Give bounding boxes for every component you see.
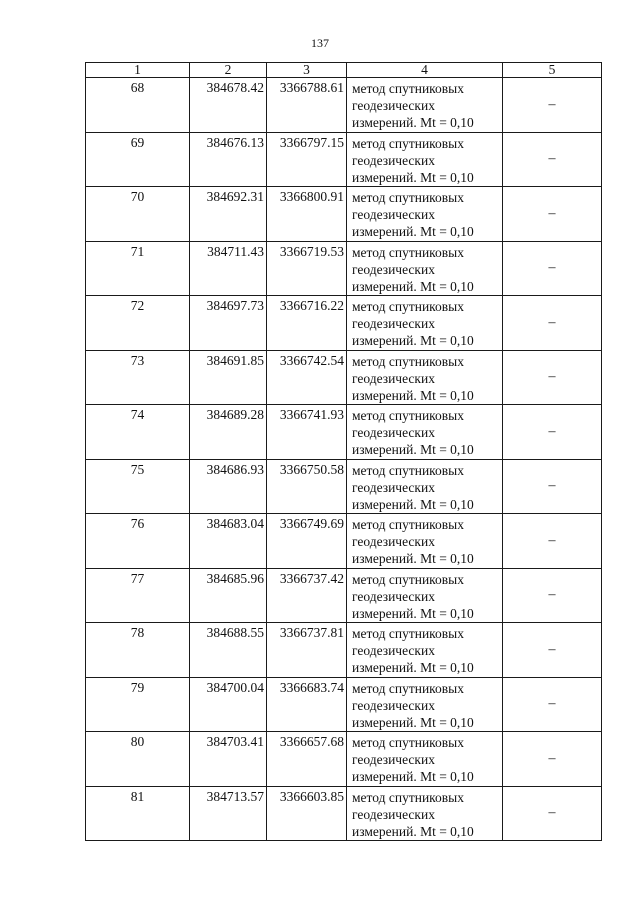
table-row <box>86 786 602 841</box>
method-line: измерений. Mt = 0,10 <box>352 714 474 730</box>
table-row <box>86 568 602 623</box>
x-coordinate-cell: 384686.93 <box>190 459 267 514</box>
table-header <box>86 63 602 78</box>
y-coordinate-cell: 3366657.68 <box>267 732 347 787</box>
x-coordinate-cell: 384689.28 <box>190 405 267 460</box>
method-cell <box>347 677 503 732</box>
method-line: измерений. Mt = 0,10 <box>352 823 474 839</box>
method-line: геодезических <box>352 261 435 277</box>
x-coordinate-cell: 384713.57 <box>190 786 267 841</box>
method-line: геодезических <box>352 588 435 604</box>
point-number-cell: 77 <box>86 568 190 623</box>
point-number-cell: 80 <box>86 732 190 787</box>
method-line: геодезических <box>352 370 435 386</box>
point-number-cell: 78 <box>86 623 190 678</box>
method-line: метод спутниковых <box>352 135 464 151</box>
note-cell: – <box>503 405 602 460</box>
x-coordinate-cell: 384691.85 <box>190 350 267 405</box>
method-line: метод спутниковых <box>352 190 464 205</box>
method-line: измерений. Mt = 0,10 <box>352 496 474 512</box>
method-line: метод спутниковых <box>352 353 464 369</box>
point-number-cell: 81 <box>86 786 190 841</box>
method-line: измерений. Mt = 0,10 <box>352 224 474 239</box>
method-cell <box>347 296 503 351</box>
method-cell <box>347 786 503 841</box>
y-coordinate-cell: 3366716.22 <box>267 296 347 351</box>
point-number-cell: 74 <box>86 405 190 460</box>
method-line: геодезических <box>352 152 435 168</box>
method-cell <box>347 514 503 569</box>
method-line: метод спутниковых <box>352 735 464 750</box>
note-cell: – <box>503 132 602 187</box>
method-cell <box>347 732 503 787</box>
table-row <box>86 732 602 787</box>
method-line: геодезических <box>352 697 435 713</box>
y-coordinate-cell: 3366603.85 <box>267 786 347 841</box>
table-row <box>86 677 602 732</box>
y-coordinate-cell: 3366737.42 <box>267 568 347 623</box>
note-cell: – <box>503 786 602 841</box>
point-number-cell: 69 <box>86 132 190 187</box>
table-row <box>86 623 602 678</box>
y-coordinate-cell: 3366741.93 <box>267 405 347 460</box>
method-line: метод спутниковых <box>352 626 464 641</box>
note-cell: – <box>503 677 602 732</box>
y-coordinate-cell: 3366800.91 <box>267 187 347 242</box>
y-coordinate-cell: 3366750.58 <box>267 459 347 514</box>
method-cell <box>347 241 503 296</box>
point-number-cell: 76 <box>86 514 190 569</box>
method-line: измерений. Mt = 0,10 <box>352 442 474 457</box>
header-col-1: 1 <box>86 63 190 78</box>
x-coordinate-cell: 384688.55 <box>190 623 267 678</box>
x-coordinate-cell: 384676.13 <box>190 132 267 187</box>
method-line: геодезических <box>352 806 435 822</box>
header-col-5: 5 <box>503 63 602 78</box>
y-coordinate-cell: 3366797.15 <box>267 132 347 187</box>
x-coordinate-cell: 384700.04 <box>190 677 267 732</box>
header-col-4: 4 <box>347 63 503 78</box>
header-row <box>86 63 602 78</box>
table-row <box>86 132 602 187</box>
point-number-cell: 68 <box>86 78 190 133</box>
point-number-cell: 72 <box>86 296 190 351</box>
method-line: измерений. Mt = 0,10 <box>352 605 474 621</box>
method-line: измерений. Mt = 0,10 <box>352 551 474 566</box>
note-cell: – <box>503 568 602 623</box>
x-coordinate-cell: 384683.04 <box>190 514 267 569</box>
header-col-2: 2 <box>190 63 267 78</box>
point-number-cell: 75 <box>86 459 190 514</box>
method-line: метод спутниковых <box>352 299 464 314</box>
note-cell: – <box>503 241 602 296</box>
method-cell <box>347 405 503 460</box>
x-coordinate-cell: 384678.42 <box>190 78 267 133</box>
method-line: измерений. Mt = 0,10 <box>352 387 474 403</box>
table-row <box>86 78 602 133</box>
method-line: метод спутниковых <box>352 408 464 423</box>
table-row <box>86 187 602 242</box>
point-number-cell: 70 <box>86 187 190 242</box>
point-number-cell: 73 <box>86 350 190 405</box>
method-line: геодезических <box>352 534 435 549</box>
method-line: измерений. Mt = 0,10 <box>352 333 474 348</box>
note-cell: – <box>503 623 602 678</box>
y-coordinate-cell: 3366742.54 <box>267 350 347 405</box>
method-line: геодезических <box>352 752 435 767</box>
method-line: измерений. Mt = 0,10 <box>352 169 474 185</box>
point-number-cell: 79 <box>86 677 190 732</box>
y-coordinate-cell: 3366719.53 <box>267 241 347 296</box>
note-cell: – <box>503 78 602 133</box>
x-coordinate-cell: 384703.41 <box>190 732 267 787</box>
method-line: метод спутниковых <box>352 517 464 532</box>
table-body <box>86 78 602 841</box>
point-number-cell: 71 <box>86 241 190 296</box>
method-line: метод спутниковых <box>352 81 464 96</box>
x-coordinate-cell: 384692.31 <box>190 187 267 242</box>
table-row <box>86 514 602 569</box>
method-line: геодезических <box>352 643 435 658</box>
table-row <box>86 296 602 351</box>
y-coordinate-cell: 3366683.74 <box>267 677 347 732</box>
note-cell: – <box>503 732 602 787</box>
method-line: геодезических <box>352 479 435 495</box>
y-coordinate-cell: 3366788.61 <box>267 78 347 133</box>
method-line: метод спутниковых <box>352 571 464 587</box>
y-coordinate-cell: 3366737.81 <box>267 623 347 678</box>
table-row <box>86 459 602 514</box>
table-row <box>86 350 602 405</box>
method-line: метод спутниковых <box>352 789 464 805</box>
method-cell <box>347 568 503 623</box>
method-line: метод спутниковых <box>352 680 464 696</box>
x-coordinate-cell: 384685.96 <box>190 568 267 623</box>
method-line: геодезических <box>352 207 435 222</box>
method-line: метод спутниковых <box>352 462 464 478</box>
method-line: измерений. Mt = 0,10 <box>352 278 474 294</box>
coordinates-table <box>85 62 602 841</box>
method-line: измерений. Mt = 0,10 <box>352 660 474 675</box>
method-line: геодезических <box>352 98 435 113</box>
note-cell: – <box>503 296 602 351</box>
note-cell: – <box>503 187 602 242</box>
table-row <box>86 405 602 460</box>
method-cell <box>347 350 503 405</box>
method-line: измерений. Mt = 0,10 <box>352 115 474 130</box>
page-number: 137 <box>311 36 329 50</box>
method-cell <box>347 623 503 678</box>
method-line: геодезических <box>352 316 435 331</box>
method-cell <box>347 132 503 187</box>
table-row <box>86 241 602 296</box>
x-coordinate-cell: 384711.43 <box>190 241 267 296</box>
method-cell <box>347 459 503 514</box>
method-line: метод спутниковых <box>352 244 464 260</box>
x-coordinate-cell: 384697.73 <box>190 296 267 351</box>
method-cell <box>347 187 503 242</box>
method-line: геодезических <box>352 425 435 440</box>
method-line: измерений. Mt = 0,10 <box>352 769 474 784</box>
note-cell: – <box>503 350 602 405</box>
y-coordinate-cell: 3366749.69 <box>267 514 347 569</box>
method-cell <box>347 78 503 133</box>
header-col-3: 3 <box>267 63 347 78</box>
note-cell: – <box>503 514 602 569</box>
note-cell: – <box>503 459 602 514</box>
